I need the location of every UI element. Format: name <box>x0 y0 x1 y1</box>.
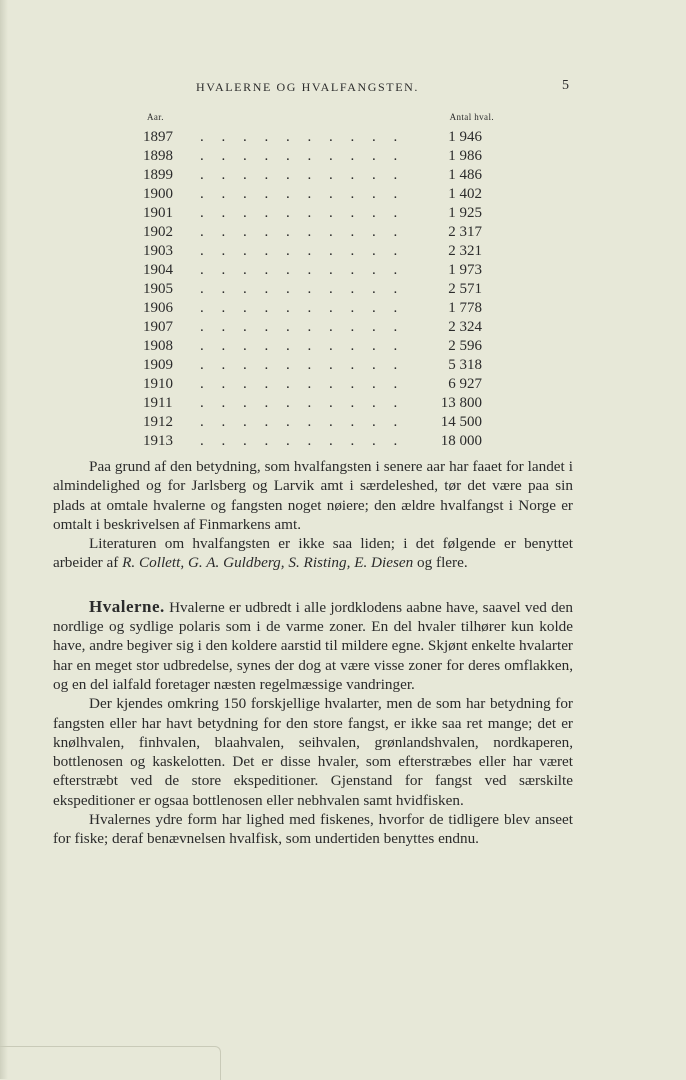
row-year: 1902 <box>143 224 173 240</box>
table-body <box>140 128 500 451</box>
row-year: 1898 <box>143 148 173 164</box>
author-diesen: E. Diesen <box>354 554 414 572</box>
page-corner-curl <box>0 1046 221 1080</box>
literature-text-end: og flere. <box>417 554 468 572</box>
row-count: 1 486 <box>448 167 482 183</box>
paragraph-form: Hvalernes ydre form har lighed med fiskenes, hvorfor de tidligere blev anseet for fiske; deraf benævnelsen hvalfisk, som undertiden benyttes endnu. <box>53 811 573 848</box>
row-year: 1911 <box>143 395 173 411</box>
row-leader-dots: . . . . . . . . . . <box>200 376 405 392</box>
row-count: 5 318 <box>448 357 482 373</box>
row-year: 1900 <box>143 186 173 202</box>
row-year: 1899 <box>143 167 173 183</box>
row-count: 6 927 <box>448 376 482 392</box>
row-leader-dots: . . . . . . . . . . <box>200 414 405 430</box>
row-year: 1909 <box>143 357 173 373</box>
row-leader-dots: . . . . . . . . . . <box>200 300 405 316</box>
table-row <box>140 280 500 299</box>
table-row <box>140 223 500 242</box>
row-count: 18 000 <box>440 433 482 449</box>
paragraph-importance: Paa grund af den betydning, som hvalfangsten i senere aar har faaet for landet i almindelighed og for Jarlsberg og Larvik amt i særdeleshed, tør det være paa sin plads at omtale hvalerne og fangsten noget nøiere; den ældre hvalfangst i Norge er omtalt i beskrivelsen af Finmarkens amt. <box>53 458 573 533</box>
row-leader-dots: . . . . . . . . . . <box>200 243 405 259</box>
row-count: 1 986 <box>448 148 482 164</box>
row-year: 1897 <box>143 129 173 145</box>
table-row <box>140 432 500 451</box>
row-leader-dots: . . . . . . . . . . <box>200 433 405 449</box>
literature-text: Literaturen om hvalfangsten er ikke saa liden; i det følgende er benyttet arbeider af <box>53 535 573 572</box>
row-leader-dots: . . . . . . . . . . <box>200 338 405 354</box>
row-leader-dots: . . . . . . . . . . <box>200 224 405 240</box>
row-leader-dots: . . . . . . . . . . <box>200 167 405 183</box>
table-row <box>140 166 500 185</box>
row-leader-dots: . . . . . . . . . . <box>200 148 405 164</box>
table-row <box>140 356 500 375</box>
row-count: 2 571 <box>448 281 482 297</box>
row-count: 1 946 <box>448 129 482 145</box>
column-header-year: Aar. <box>147 112 164 122</box>
row-count: 2 321 <box>448 243 482 259</box>
row-leader-dots: . . . . . . . . . . <box>200 281 405 297</box>
row-year: 1908 <box>143 338 173 354</box>
row-count: 14 500 <box>440 414 482 430</box>
running-head: HVALERNE OG HVALFANGSTEN. <box>196 80 420 94</box>
row-count: 1 778 <box>448 300 482 316</box>
table-row <box>140 337 500 356</box>
row-count: 1 402 <box>448 186 482 202</box>
row-leader-dots: . . . . . . . . . . <box>200 186 405 202</box>
row-count: 2 317 <box>448 224 482 240</box>
table-row <box>140 185 500 204</box>
row-leader-dots: . . . . . . . . . . <box>200 357 405 373</box>
row-year: 1905 <box>143 281 173 297</box>
row-count: 1 973 <box>448 262 482 278</box>
column-header-count: Antal hval. <box>449 112 494 122</box>
page-edge-shadow <box>0 0 8 1079</box>
row-year: 1903 <box>143 243 173 259</box>
table-row <box>140 242 500 261</box>
whale-catch-table <box>140 112 500 451</box>
page-number: 5 <box>562 78 569 93</box>
row-year: 1904 <box>143 262 173 278</box>
paragraph-literature <box>53 534 573 573</box>
table-row <box>140 204 500 223</box>
author-guldberg: G. A. Guldberg, <box>187 554 285 572</box>
table-row <box>140 318 500 337</box>
section-title: Hvalerne. <box>89 596 165 616</box>
row-year: 1907 <box>143 319 173 335</box>
row-leader-dots: . . . . . . . . . . <box>200 205 405 221</box>
table-row <box>140 299 500 318</box>
distribution-text: Hvalerne er udbredt i alle jordklodens aabne have, saavel ved den nordlige og sydlige polaris som i de varme zoner. En del hvaler tilhører kun kolde have, andre begiver sig i den koldere aarstid til mildere egne. Skjønt enkelte hvalarter har en meget stor udbredelse, synes der dog at være visse zoner for deres omflakken, og en del ialfald foretager næsten regelmæssige vandringer. <box>53 598 573 693</box>
table-row <box>140 413 500 432</box>
row-year: 1913 <box>143 433 173 449</box>
row-leader-dots: . . . . . . . . . . <box>200 319 405 335</box>
row-year: 1901 <box>143 205 173 221</box>
table-row <box>140 261 500 280</box>
row-year: 1906 <box>143 300 173 316</box>
paragraph-species: Der kjendes omkring 150 forskjellige hvalarter, men de som har betydning for fangsten eller har havt betydning for den store fangst, er ikke saa ret mange; det er knølhvalen, finhvalen, blaahvalen, seihvalen, grønlandshvalen, nordkaperen, bottlenosen og kaskelotten. Det er disse hvaler, som efterstræbes eller har været efterstræbt ved de store ekspeditioner. Gjenstand for fangst ved særskilte ekspeditioner er ogsaa bottlenosen eller nebhvalen samt hvidfisken. <box>53 695 573 809</box>
body-text <box>53 457 573 849</box>
author-risting: S. Risting, <box>288 554 351 572</box>
author-collett: R. Collett, <box>122 554 185 572</box>
paragraph-distribution <box>53 597 573 694</box>
row-year: 1910 <box>143 376 173 392</box>
row-leader-dots: . . . . . . . . . . <box>200 262 405 278</box>
page-header <box>0 80 686 100</box>
row-count: 2 596 <box>448 338 482 354</box>
row-leader-dots: . . . . . . . . . . <box>200 129 405 145</box>
row-count: 1 925 <box>448 205 482 221</box>
row-count: 13 800 <box>440 395 482 411</box>
table-header <box>140 112 500 128</box>
table-row <box>140 128 500 147</box>
row-leader-dots: . . . . . . . . . . <box>200 395 405 411</box>
table-row <box>140 147 500 166</box>
table-row <box>140 394 500 413</box>
row-count: 2 324 <box>448 319 482 335</box>
row-year: 1912 <box>143 414 173 430</box>
table-row <box>140 375 500 394</box>
